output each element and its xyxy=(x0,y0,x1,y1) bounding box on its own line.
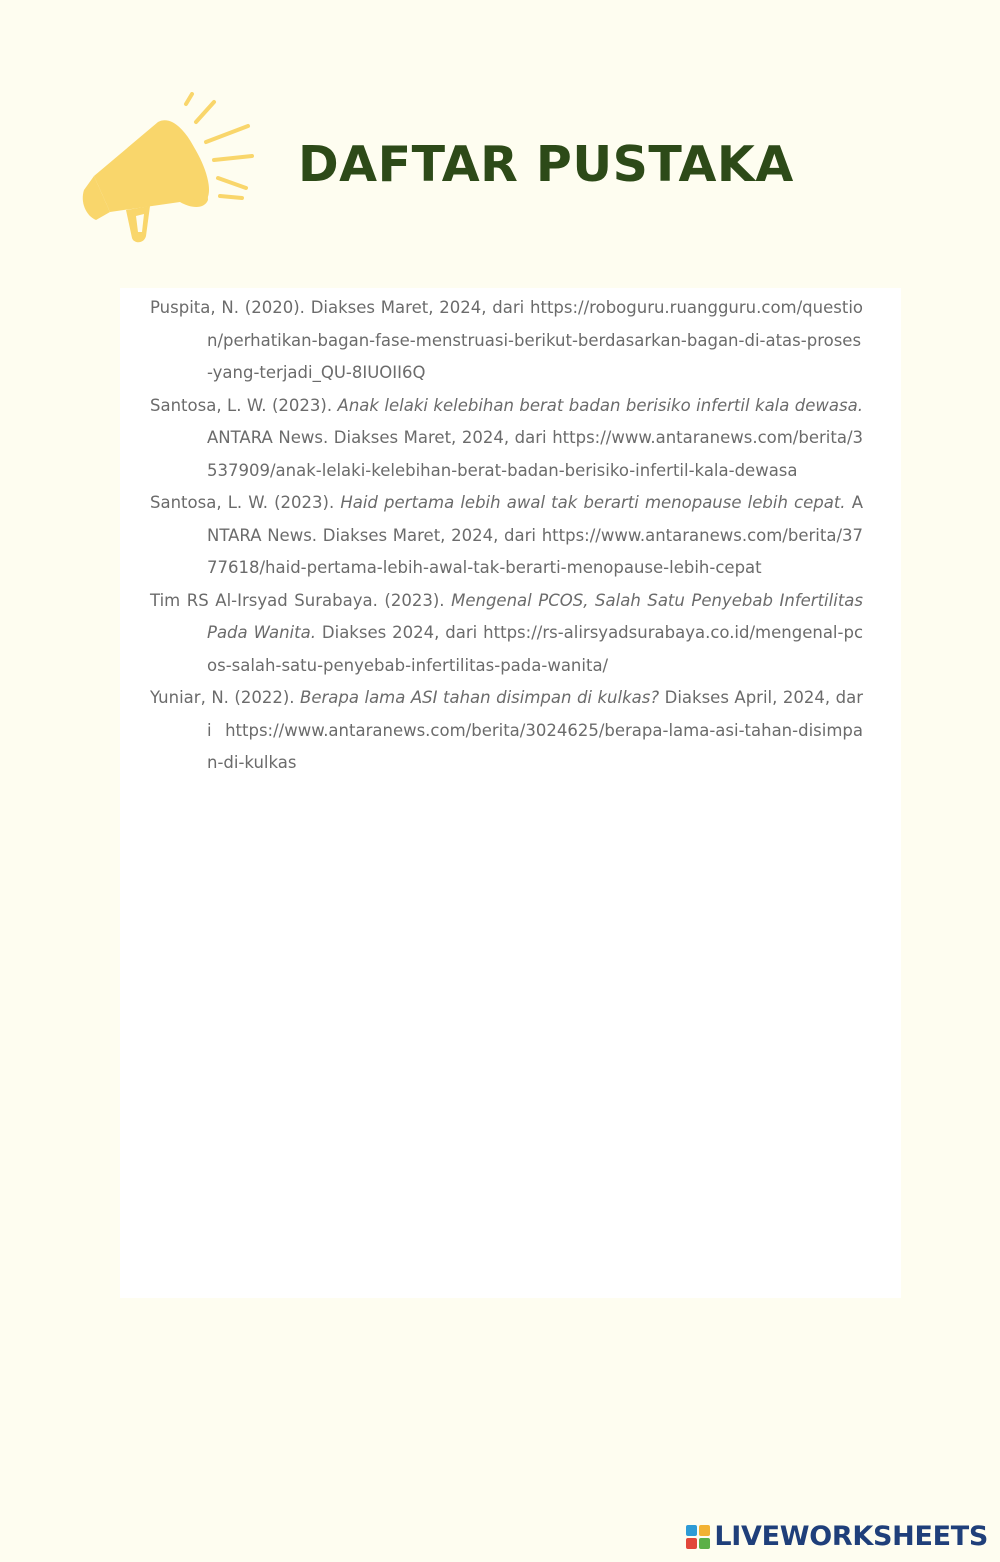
reference-item xyxy=(150,390,863,488)
reference-source: ANTARA News. xyxy=(207,493,863,545)
reference-author: Yuniar, N. (2022). xyxy=(150,688,301,707)
page-title: DAFTAR PUSTAKA xyxy=(298,136,794,193)
reference-item xyxy=(150,487,863,585)
reference-author: Puspita, N. (2020). xyxy=(150,298,311,317)
reference-panel xyxy=(120,288,901,1298)
reference-access: Diakses Maret, 2024, dari xyxy=(333,428,553,447)
reference-title: Haid pertama lebih awal tak berarti menopause lebih cepat. xyxy=(340,493,846,512)
liveworksheets-brand[interactable] xyxy=(685,1521,988,1552)
reference-item xyxy=(150,682,863,780)
reference-url: https://rs-alirsyadsurabaya.co.id/mengenal-pcos-salah-satu-penyebab-infertilitas-pada-wanita/ xyxy=(207,623,864,675)
reference-item xyxy=(150,585,863,683)
reference-access: Diakses Maret, 2024, dari xyxy=(322,525,542,545)
reference-author: Santosa, L. W. (2023). xyxy=(150,493,341,512)
reference-access: Diakses April, 2024, dari xyxy=(207,688,863,740)
brand-name: LIVEWORKSHEETS xyxy=(714,1521,988,1552)
liveworksheets-logo-icon xyxy=(685,1524,711,1550)
reference-title: Mengenal PCOS, Salah Satu Penyebab Infertilitas Pada Wanita. xyxy=(207,590,863,642)
reference-url: https://www.antaranews.com/berita/3537909/anak-lelaki-kelebihan-berat-badan-berisiko-infertil-kala-dewasa xyxy=(207,428,863,480)
reference-title: Anak lelaki kelebihan berat badan berisiko infertil kala dewasa. xyxy=(337,395,863,415)
reference-source: ANTARA News. xyxy=(207,428,334,447)
megaphone-icon xyxy=(80,92,260,247)
reference-title: Berapa lama ASI tahan disimpan di kulkas? xyxy=(300,688,660,707)
reference-url: https://www.antaranews.com/berita/3024625/berapa-lama-asi-tahan-disimpan-di-kulkas xyxy=(207,720,863,772)
reference-list xyxy=(150,292,863,780)
reference-item xyxy=(150,292,863,390)
reference-url: https://roboguru.ruangguru.com/question/perhatikan-bagan-fase-menstruasi-berikut-berdasarkan-bagan-di-atas-proses-yang-terjadi_QU-8IUOII6Q xyxy=(207,298,864,382)
reference-author: Tim RS Al-Irsyad Surabaya. (2023). xyxy=(150,590,452,610)
reference-access: Diakses 2024, dari xyxy=(321,623,484,642)
reference-access: Diakses Maret, 2024, dari xyxy=(310,298,531,317)
reference-author: Santosa, L. W. (2023). xyxy=(150,395,338,415)
reference-url: https://www.antaranews.com/berita/3777618/haid-pertama-lebih-awal-tak-berarti-menopause-lebih-cepat xyxy=(207,525,863,577)
